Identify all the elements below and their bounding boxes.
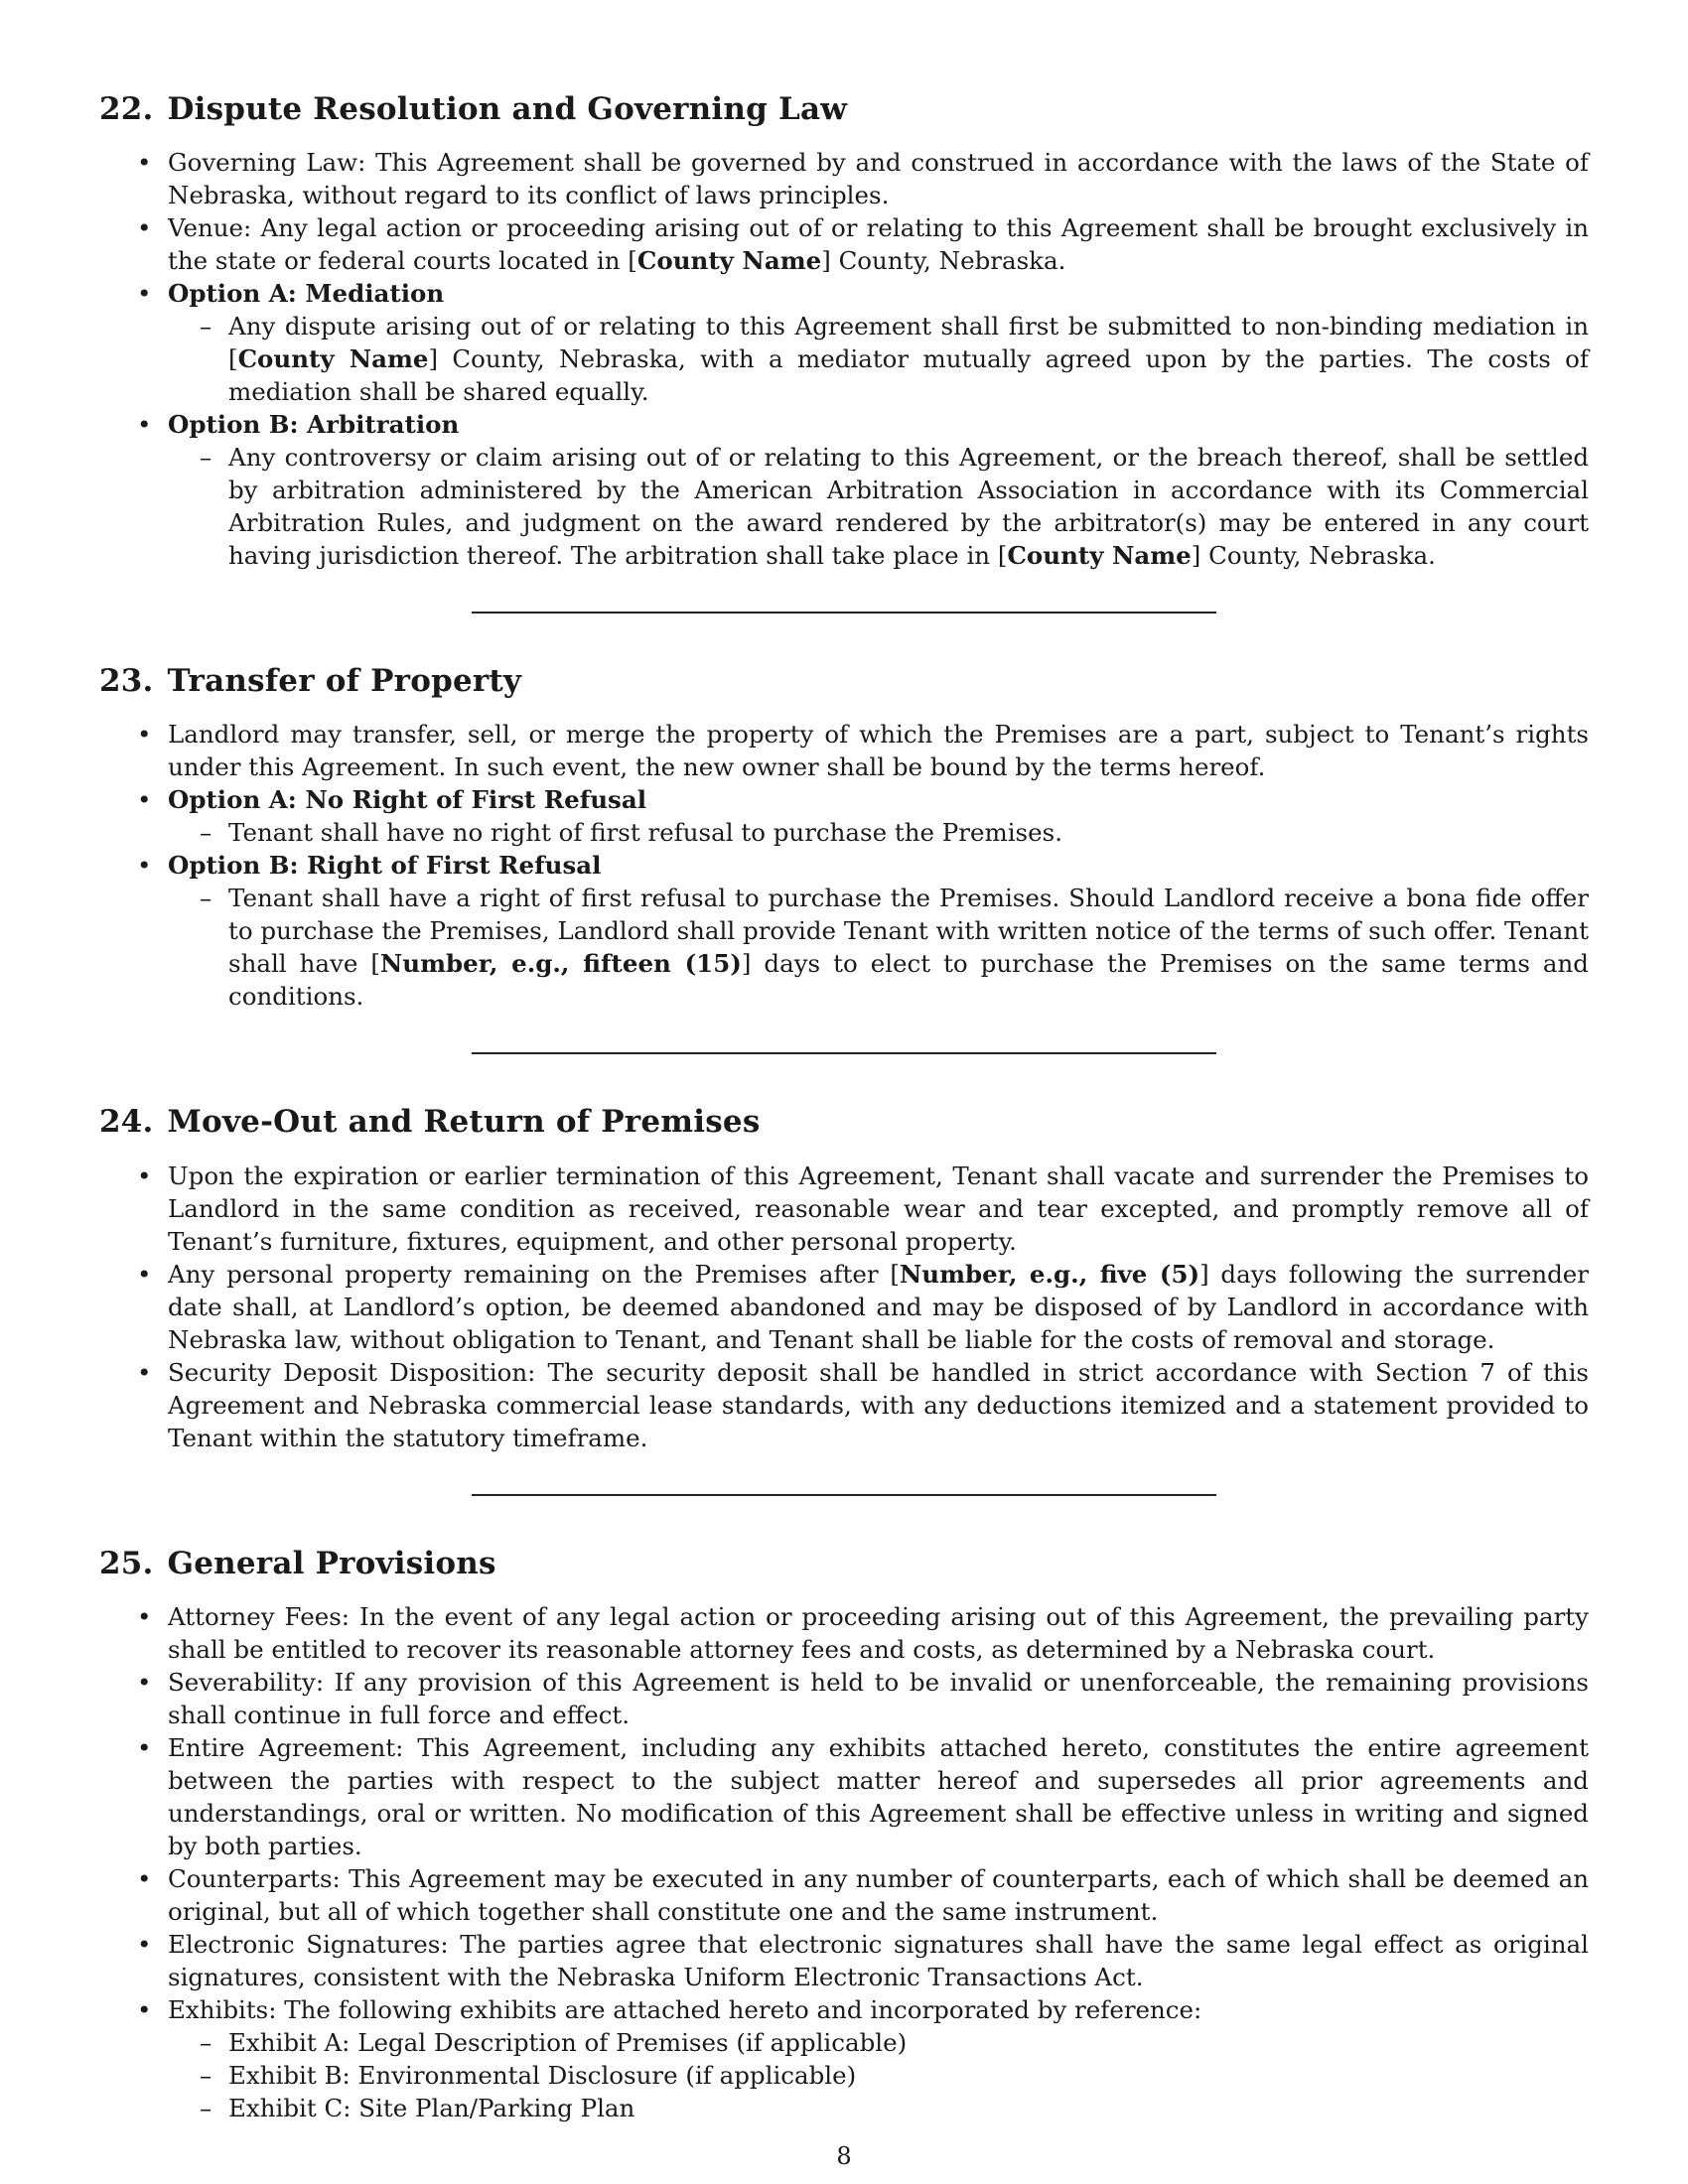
placeholder-field: Number, e.g., five (5) — [899, 1259, 1200, 1289]
exhibit-b: Exhibit B: Environmental Disclosure (if applicable) — [228, 2060, 857, 2090]
sub-list-item — [168, 816, 1589, 849]
sub-list — [168, 816, 1589, 849]
list-item — [99, 1993, 1589, 2124]
list-item — [99, 1731, 1589, 1862]
section-22 — [99, 91, 1589, 572]
arbitration-text-end: ] County, Nebraska. — [1191, 541, 1436, 571]
page-number: 8 — [836, 2142, 852, 2170]
mediation-text-end: ] County, Nebraska, with a mediator mutually agreed upon by the parties. The costs of mediation shall be shared equally. — [228, 344, 1589, 407]
list-item — [99, 783, 1589, 849]
sub-list — [168, 441, 1589, 572]
exhibit-c: Exhibit C: Site Plan/Parking Plan — [228, 2093, 635, 2122]
section-number: 22. — [99, 91, 154, 127]
refusal-text: Tenant shall have a right of first refusal to purchase the Premises. Should Landlord receive a bona fide offer to purchase the Premises, Landlord shall provide Tenant with written notice of the terms of such offer. Tenant shall have [ — [228, 884, 1589, 979]
section-title: Transfer of Property — [167, 663, 522, 700]
placeholder-field: County Name — [636, 246, 822, 276]
section-23 — [99, 663, 1589, 1013]
list-item — [99, 718, 1589, 783]
exhibit-item — [168, 2092, 1589, 2124]
mediation-text: Any dispute arising out of or relating to this Agreement shall first be submitted to non-binding mediation in [ — [228, 312, 1589, 374]
refusal-text-end: ] days to elect to purchase the Premises on the same terms and conditions. — [228, 949, 1589, 1012]
list-item — [99, 1600, 1589, 1666]
exhibit-item — [168, 2059, 1589, 2092]
placeholder-field: County Name — [1007, 541, 1192, 571]
sub-list — [168, 310, 1589, 408]
abandoned-property-text: Any personal property remaining on the Premises after [ — [168, 1259, 900, 1289]
list-item — [99, 1928, 1589, 1993]
section-number: 23. — [99, 663, 154, 700]
section-divider — [472, 1494, 1216, 1496]
exhibit-a: Exhibit A: Legal Description of Premises (if applicable) — [228, 2027, 908, 2057]
governing-law-text: Governing Law: This Agreement shall be governed by and construed in accordance with the laws of the State of Nebraska, without regard to its conflict of laws principles. — [168, 148, 1589, 210]
document-page — [99, 91, 1589, 2124]
counterparts-text: Counterparts: This Agreement may be executed in any number of counterparts, each of which shall be deemed an original, but all of which together shall constitute one and the same instrument. — [168, 1863, 1589, 1926]
sub-list-item — [168, 441, 1589, 572]
entire-agreement-text: Entire Agreement: This Agreement, including any exhibits attached hereto, constitutes the entire agreement between the parties with respect to the subject matter hereof and supersedes all prior agreements and understandings, oral or written. No modification of this Agreement shall be effective unless in writing and signed by both parties. — [168, 1732, 1589, 1860]
bullet-list — [99, 146, 1589, 572]
electronic-signatures-text: Electronic Signatures: The parties agree that electronic signatures shall have the same legal effect as original signatures, consistent with the Nebraska Uniform Electronic Transactions Act. — [168, 1929, 1589, 1991]
section-title: General Provisions — [167, 1545, 496, 1581]
option-label: Option A: Mediation — [168, 279, 445, 309]
option-label: Option B: Right of First Refusal — [168, 851, 602, 881]
arbitration-text: Any controversy or claim arising out of or relating to this Agreement, or the breach thereof, shall be settled by arbitration administered by the American Arbitration Association in accordance with its Commercial Arbitration Rules, and judgment on the award rendered by the arbitrator(s) may be entered in any court having jurisdiction thereof. The arbitration shall take place in [ — [228, 443, 1589, 571]
list-item — [99, 1258, 1589, 1356]
section-divider — [472, 1052, 1216, 1054]
placeholder-field: County Name — [237, 344, 429, 374]
move-out-text: Upon the expiration or earlier termination of this Agreement, Tenant shall vacate and surrender the Premises to Landlord in the same condition as received, reasonable wear and tear excepted, and promptly remove all of Tenant’s furniture, fixtures, equipment, and other personal property. — [168, 1160, 1589, 1256]
exhibit-list — [168, 2026, 1589, 2124]
bullet-list — [99, 718, 1589, 1013]
section-heading — [99, 663, 1589, 700]
attorney-fees-text: Attorney Fees: In the event of any legal action or proceeding arising out of this Agreement, the prevailing party shall be entitled to recover its reasonable attorney fees and costs, as determined by a Nebraska court. — [168, 1601, 1589, 1664]
list-item — [99, 1862, 1589, 1928]
section-heading — [99, 1546, 1589, 1582]
list-item — [99, 1160, 1589, 1258]
venue-text-end: ] County, Nebraska. — [821, 246, 1066, 276]
sub-list-item — [168, 310, 1589, 408]
list-item — [99, 408, 1589, 572]
section-heading — [99, 1104, 1589, 1141]
exhibits-text: Exhibits: The following exhibits are attached hereto and incorporated by reference: — [168, 1994, 1202, 2024]
list-item — [99, 849, 1589, 1013]
option-label: Option A: No Right of First Refusal — [168, 785, 647, 815]
list-item — [99, 146, 1589, 211]
list-item — [99, 1356, 1589, 1454]
bullet-list — [99, 1600, 1589, 2124]
list-item — [99, 211, 1589, 277]
placeholder-field: Number, e.g., fifteen (15) — [379, 949, 742, 979]
list-item — [99, 277, 1589, 408]
venue-text: Venue: Any legal action or proceeding arising out of or relating to this Agreement shall be brought exclusively in the state or federal courts located in [ — [168, 213, 1589, 276]
no-refusal-text: Tenant shall have no right of first refusal to purchase the Premises. — [228, 818, 1062, 848]
section-heading — [99, 91, 1589, 128]
section-title: Move-Out and Return of Premises — [167, 1104, 761, 1141]
security-deposit-text: Security Deposit Disposition: The security deposit shall be handled in strict accordance with Section 7 of this Agreement and Nebraska commercial lease standards, with any deductions itemized and a statement provided to Tenant within the statutory timeframe. — [168, 1357, 1589, 1452]
exhibit-item — [168, 2026, 1589, 2059]
section-title: Dispute Resolution and Governing Law — [167, 91, 848, 127]
option-label: Option B: Arbitration — [168, 410, 460, 440]
list-item — [99, 1666, 1589, 1731]
section-number: 25. — [99, 1545, 154, 1581]
section-divider — [472, 612, 1216, 614]
transfer-text: Landlord may transfer, sell, or merge the property of which the Premises are a part, subject to Tenant’s rights under this Agreement. In such event, the new owner shall be bound by the terms hereof. — [168, 720, 1589, 782]
sub-list-item — [168, 882, 1589, 1013]
section-number: 24. — [99, 1104, 154, 1141]
bullet-list — [99, 1160, 1589, 1454]
section-25 — [99, 1546, 1589, 2124]
sub-list — [168, 882, 1589, 1013]
abandoned-property-text-end: ] days following the surrender date shall, at Landlord’s option, be deemed abandoned and may be disposed of by Landlord in accordance with Nebraska law, without obligation to Tenant, and Tenant shall be liable for the costs of removal and storage. — [168, 1259, 1590, 1354]
section-24 — [99, 1104, 1589, 1453]
severability-text: Severability: If any provision of this Agreement is held to be invalid or unenforceable, the remaining provisions shall continue in full force and effect. — [168, 1667, 1589, 1729]
